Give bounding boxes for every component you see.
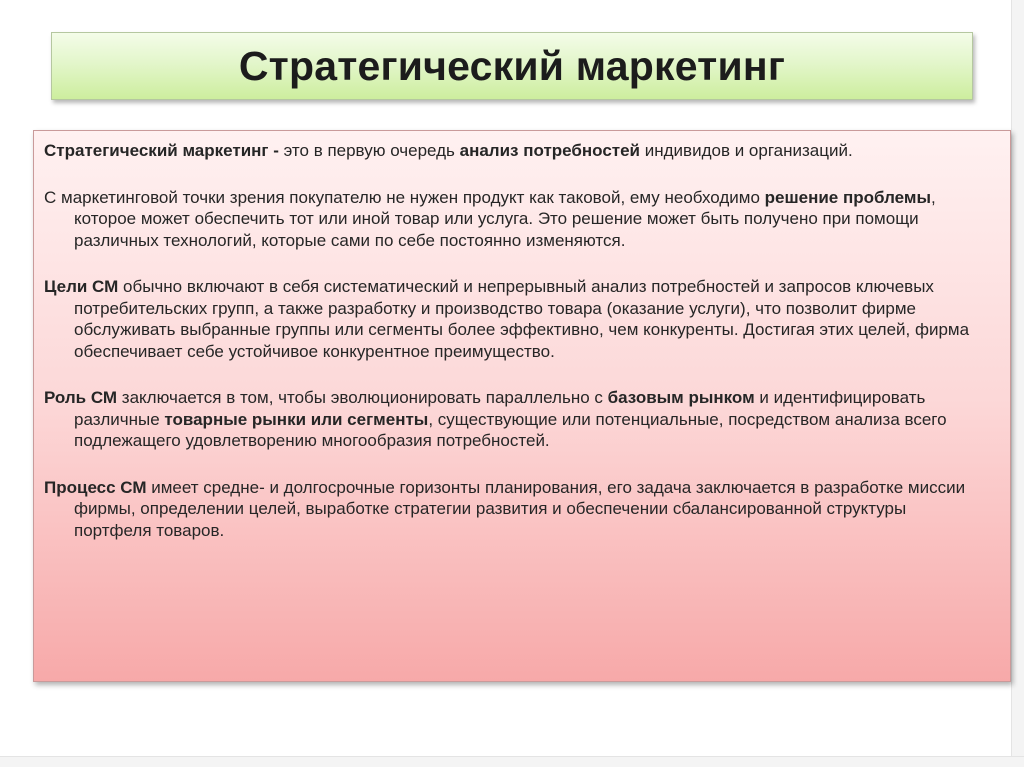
text-run: товарные рынки или сегменты: [164, 409, 429, 429]
title-box: [51, 32, 973, 100]
text-run: Роль СМ: [44, 388, 118, 407]
text-run: Процесс СМ: [44, 477, 147, 497]
text-run: Стратегический маркетинг -: [44, 141, 279, 160]
text-run: и идентифицировать различные: [74, 388, 926, 429]
text-run: это в первую очередь: [278, 141, 460, 160]
paragraph-process: [44, 477, 980, 542]
text-run: , существующие или потенциальные, посредством анализа всего подлежащего удовлетворению многообразия потребностей.: [74, 409, 947, 450]
content-box: [33, 130, 1011, 682]
text-run: обычно включают в себя систематический и непрерывный анализ потребностей и запросов ключевых потребительских групп, а также разработку и производство товара (оказание услуги), что позволит фирме обслуживать выбранные группы или сегменты более эффективно, чем конкуренты. Достигая этих целей, фирма обеспечивает себе устойчивое конкурентное преимущество.: [74, 277, 970, 361]
text-run: базовым рынком: [607, 388, 755, 407]
slide-title: Стратегический маркетинг: [238, 42, 786, 89]
text-run: решение проблемы: [764, 187, 931, 207]
text-run: , которое может обеспечить тот или иной товар или услуга. Это решение может быть получено при помощи различных технологий, которые сами по себе постоянно изменяются.: [74, 187, 936, 250]
slide-frame-edge-bottom: [0, 756, 1024, 767]
text-run: С маркетинговой точки зрения покупателю не нужен продукт как таковой, ему необходимо: [44, 187, 765, 207]
paragraph-role: [44, 387, 980, 452]
paragraph-problem-solution: [44, 187, 980, 252]
paragraph-definition: [44, 140, 980, 162]
text-run: имеет средне- и долгосрочные горизонты планирования, его задача заключается в разработке миссии фирмы, определении целей, выработке стратегии развития и обеспечении сбалансированной структуры портфеля товаров.: [74, 477, 966, 540]
text-run: индивидов и организаций.: [640, 141, 853, 160]
text-run: заключается в том, чтобы эволюционировать параллельно с: [117, 388, 608, 407]
text-run: Цели СМ: [44, 277, 119, 296]
paragraph-goals: [44, 276, 980, 362]
slide-frame-edge-right: [1011, 0, 1024, 767]
text-run: анализ потребностей: [459, 141, 641, 160]
